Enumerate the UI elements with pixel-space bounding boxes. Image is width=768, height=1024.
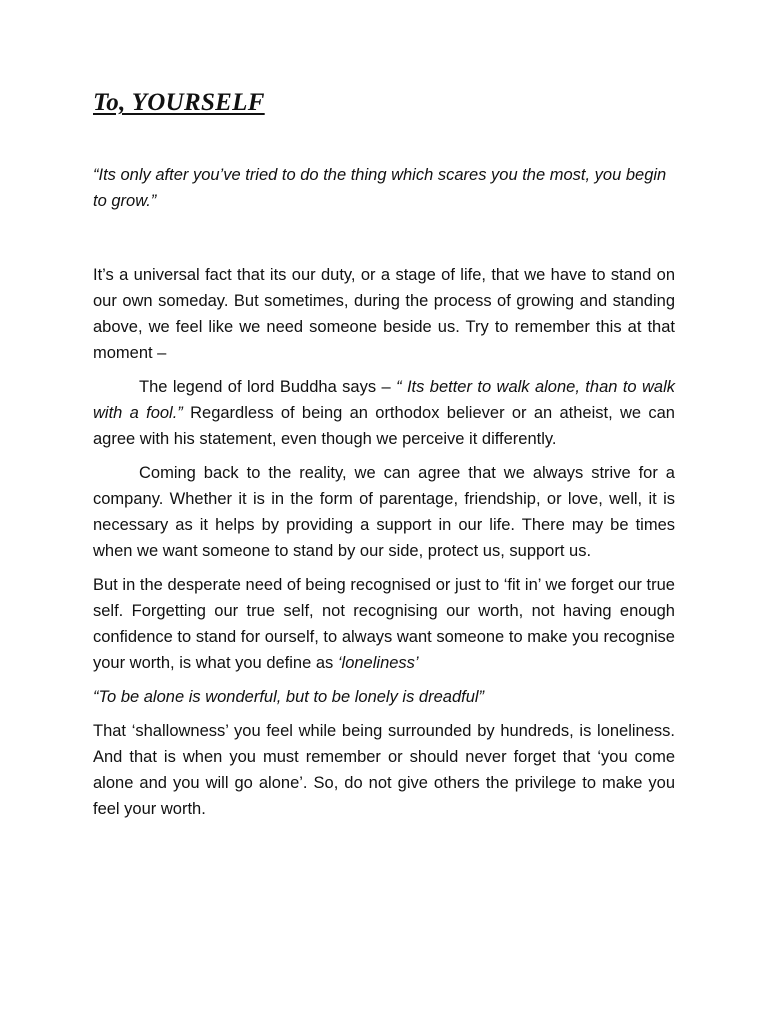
alone-quote: “To be alone is wonderful, but to be lonely is dreadful” [93,688,485,706]
paragraph-4 [93,572,675,676]
document-title: To, YOURSELF [93,89,265,116]
paragraph-5: That ‘shallowness’ you feel while being surrounded by hundreds, is loneliness. And that is when you must remember or should never forget that ‘you come alone and you will go alone’. So, do not give others the privilege to make you feel your worth. [93,722,675,818]
paragraph-2 [93,374,675,452]
paragraph-2-lead: The legend of lord Buddha says – [139,378,397,396]
paragraph-4-lead: But in the desperate need of being recognised or just to ‘fit in’ we forget our true self. Forgetting our true self, not recognising our worth, not having enough confidence to stand for ourself, to always want someone to make you recognise your worth, is what you define as [93,576,675,672]
paragraph-1: It’s a universal fact that its our duty, or a stage of life, that we have to stand on our own someday. But sometimes, during the process of growing and standing above, we feel like we need someone beside us. Try to remember this at that moment – [93,266,675,362]
paragraph-3: Coming back to the reality, we can agree that we always strive for a company. Whether it is in the form of parentage, friendship, or love, well, it is necessary as it helps by providing a support in our life. There may be times when we want someone to stand by our side, protect us, support us. [93,464,675,560]
document-page [93,88,675,830]
paragraph-2-rest: Regardless of being an orthodox believer or an atheist, we can agree with his statement, even though we perceive it differently. [93,404,675,448]
loneliness-term: ‘loneliness’ [337,654,419,672]
buddha-quote: “ Its better to walk alone, than to walk with a fool.” [93,378,675,422]
epigraph-quote: “Its only after you’ve tried to do the thing which scares you the most, you begin to grow.” [93,166,667,210]
